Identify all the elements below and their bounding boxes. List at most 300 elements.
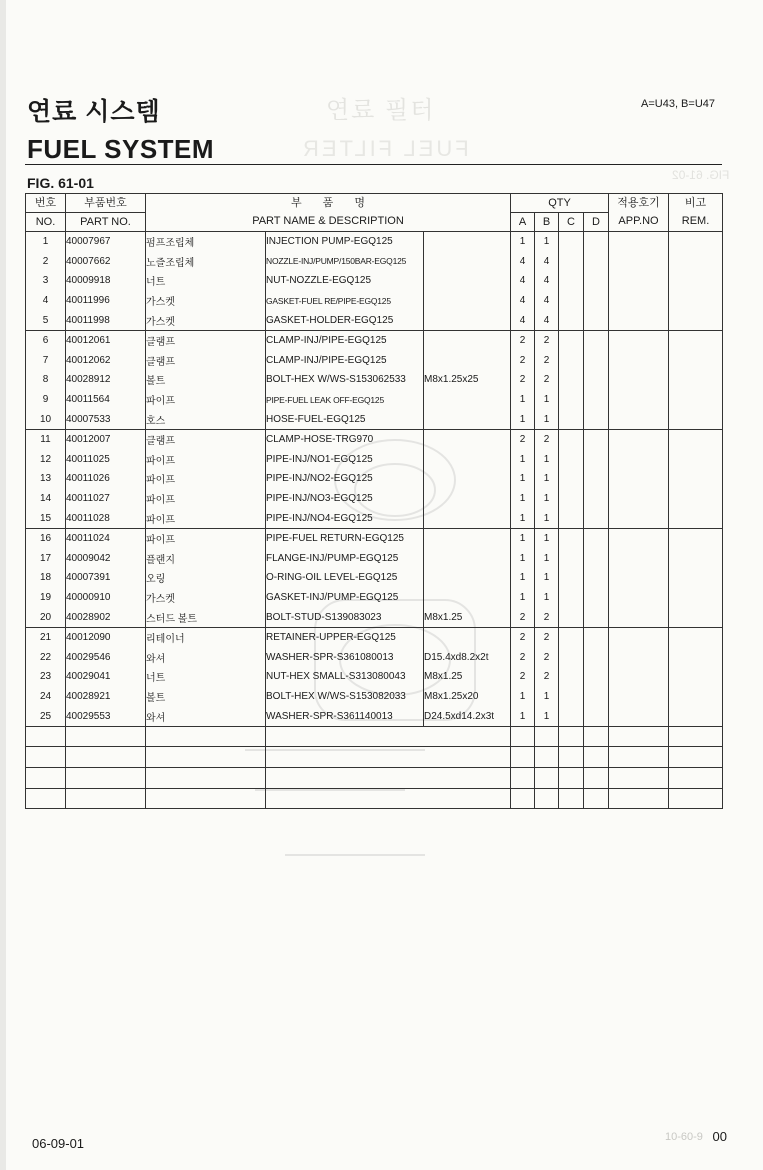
qty-a: 4 — [511, 310, 535, 330]
table-row — [26, 508, 723, 528]
row-number: 2 — [26, 252, 66, 272]
qty-c — [559, 687, 584, 707]
qty-b: 2 — [535, 370, 559, 390]
part-name-ko: 오링 — [146, 568, 266, 588]
qty-a: 2 — [511, 330, 535, 350]
empty-cell — [559, 726, 584, 747]
qty-d — [584, 508, 609, 528]
qty-d — [584, 647, 609, 667]
part-name-ko: 플랜지 — [146, 549, 266, 569]
header-part-no-ko: 부품번호 — [66, 194, 146, 213]
app-no — [609, 390, 669, 410]
qty-c — [559, 627, 584, 647]
app-no — [609, 450, 669, 470]
part-spec — [424, 330, 511, 350]
qty-a: 1 — [511, 706, 535, 726]
part-name: GASKET-HOLDER-EGQ125 — [266, 310, 424, 330]
qty-d — [584, 489, 609, 509]
part-number: 40011996 — [66, 291, 146, 311]
empty-cell — [559, 788, 584, 809]
empty-cell — [584, 788, 609, 809]
qty-a: 4 — [511, 271, 535, 291]
part-name-ko: 파이프 — [146, 508, 266, 528]
part-spec — [424, 469, 511, 489]
qty-a: 1 — [511, 568, 535, 588]
part-name-ko: 가스켓 — [146, 310, 266, 330]
qty-a: 2 — [511, 627, 535, 647]
remarks — [669, 627, 723, 647]
empty-cell — [559, 747, 584, 768]
empty-cell — [609, 747, 669, 768]
row-number: 21 — [26, 627, 66, 647]
part-spec: D15.4xd8.2x2t — [424, 647, 511, 667]
qty-c — [559, 469, 584, 489]
table-row — [26, 607, 723, 627]
part-name-ko: 와셔 — [146, 706, 266, 726]
app-no — [609, 232, 669, 252]
qty-b: 1 — [535, 588, 559, 608]
qty-b: 1 — [535, 232, 559, 252]
remarks — [669, 310, 723, 330]
part-name-ko: 클램프 — [146, 429, 266, 449]
qty-d — [584, 351, 609, 371]
empty-cell — [669, 726, 723, 747]
page-title-korean: 연료 시스템 — [27, 98, 161, 126]
table-row — [26, 687, 723, 707]
qty-b: 2 — [535, 667, 559, 687]
header-name-ko: 부 품 명 — [146, 194, 511, 213]
qty-a: 1 — [511, 450, 535, 470]
header-no: NO. — [26, 213, 66, 232]
qty-a: 2 — [511, 429, 535, 449]
qty-a: 1 — [511, 232, 535, 252]
row-number: 15 — [26, 508, 66, 528]
qty-a: 1 — [511, 588, 535, 608]
part-name: PIPE-INJ/NO2-EGQ125 — [266, 469, 424, 489]
qty-c — [559, 291, 584, 311]
qty-b: 2 — [535, 351, 559, 371]
row-number: 16 — [26, 528, 66, 548]
remarks — [669, 351, 723, 371]
qty-d — [584, 409, 609, 429]
table-row — [26, 370, 723, 390]
row-number: 25 — [26, 706, 66, 726]
qty-a: 1 — [511, 489, 535, 509]
qty-d — [584, 568, 609, 588]
empty-cell — [66, 768, 146, 789]
remarks — [669, 508, 723, 528]
row-number: 24 — [26, 687, 66, 707]
qty-a: 1 — [511, 549, 535, 569]
qty-c — [559, 667, 584, 687]
row-number: 10 — [26, 409, 66, 429]
app-no — [609, 607, 669, 627]
figure-label: FIG. 61-01 — [27, 175, 94, 191]
app-no — [609, 588, 669, 608]
empty-cell — [146, 788, 266, 809]
qty-c — [559, 489, 584, 509]
empty-cell — [66, 788, 146, 809]
empty-cell — [535, 747, 559, 768]
part-name-ko: 파이프 — [146, 489, 266, 509]
qty-d — [584, 549, 609, 569]
part-name: NUT-NOZZLE-EGQ125 — [266, 271, 424, 291]
empty-cell — [424, 747, 511, 768]
row-number: 7 — [26, 351, 66, 371]
row-number: 13 — [26, 469, 66, 489]
empty-cell — [26, 726, 66, 747]
remarks — [669, 667, 723, 687]
empty-cell — [669, 768, 723, 789]
row-number: 19 — [26, 588, 66, 608]
table-row — [26, 310, 723, 330]
qty-c — [559, 508, 584, 528]
qty-d — [584, 469, 609, 489]
part-name-ko: 파이프 — [146, 469, 266, 489]
qty-b: 2 — [535, 647, 559, 667]
table-row — [26, 330, 723, 350]
empty-cell — [424, 788, 511, 809]
qty-c — [559, 429, 584, 449]
qty-a: 1 — [511, 390, 535, 410]
part-name-ko: 스터드 볼트 — [146, 607, 266, 627]
qty-d — [584, 310, 609, 330]
part-name: BOLT-STUD-S139083023 — [266, 607, 424, 627]
qty-b: 1 — [535, 469, 559, 489]
qty-c — [559, 409, 584, 429]
remarks — [669, 469, 723, 489]
qty-d — [584, 607, 609, 627]
table-row — [26, 528, 723, 548]
app-no — [609, 489, 669, 509]
part-number: 40009918 — [66, 271, 146, 291]
qty-c — [559, 370, 584, 390]
header-qty-c: C — [559, 213, 584, 232]
part-spec — [424, 508, 511, 528]
qty-a: 4 — [511, 252, 535, 272]
qty-c — [559, 588, 584, 608]
part-name: CLAMP-INJ/PIPE-EGQ125 — [266, 330, 424, 350]
qty-c — [559, 450, 584, 470]
empty-cell — [584, 726, 609, 747]
table-row — [26, 568, 723, 588]
qty-c — [559, 271, 584, 291]
parts-table — [25, 193, 723, 809]
remarks — [669, 450, 723, 470]
empty-cell — [266, 747, 424, 768]
part-number: 40000910 — [66, 588, 146, 608]
part-name: CLAMP-HOSE-TRG970 — [266, 429, 424, 449]
part-number: 40011028 — [66, 508, 146, 528]
remarks — [669, 489, 723, 509]
remarks — [669, 607, 723, 627]
part-spec — [424, 528, 511, 548]
qty-b: 2 — [535, 330, 559, 350]
part-number: 40011998 — [66, 310, 146, 330]
qty-d — [584, 252, 609, 272]
part-name-ko: 파이프 — [146, 450, 266, 470]
qty-b: 1 — [535, 508, 559, 528]
part-name: INJECTION PUMP-EGQ125 — [266, 232, 424, 252]
remarks — [669, 528, 723, 548]
app-no — [609, 271, 669, 291]
part-number: 40028921 — [66, 687, 146, 707]
part-name: PIPE-INJ/NO1-EGQ125 — [266, 450, 424, 470]
part-name-ko: 노즐조립체 — [146, 252, 266, 272]
empty-cell — [584, 747, 609, 768]
app-no — [609, 252, 669, 272]
empty-cell — [266, 788, 424, 809]
row-number: 1 — [26, 232, 66, 252]
row-number: 3 — [26, 271, 66, 291]
part-number: 40007662 — [66, 252, 146, 272]
part-number: 40007967 — [66, 232, 146, 252]
remarks — [669, 568, 723, 588]
table-row — [26, 390, 723, 410]
bleed-through-page-code: 10-60-9 — [665, 1131, 703, 1143]
remarks — [669, 706, 723, 726]
table-row — [26, 549, 723, 569]
part-name: RETAINER-UPPER-EGQ125 — [266, 627, 424, 647]
part-spec: M8x1.25 — [424, 667, 511, 687]
qty-d — [584, 390, 609, 410]
part-name-ko: 파이프 — [146, 528, 266, 548]
qty-a: 1 — [511, 528, 535, 548]
app-no — [609, 330, 669, 350]
row-number: 8 — [26, 370, 66, 390]
qty-d — [584, 588, 609, 608]
qty-d — [584, 627, 609, 647]
empty-cell — [266, 768, 424, 789]
header-part-name: PART NAME & DESCRIPTION — [146, 213, 511, 232]
table-row — [26, 706, 723, 726]
qty-d — [584, 450, 609, 470]
part-number: 40007391 — [66, 568, 146, 588]
qty-b: 1 — [535, 549, 559, 569]
part-name: WASHER-SPR-S361140013 — [266, 706, 424, 726]
qty-d — [584, 687, 609, 707]
part-name-ko: 볼트 — [146, 370, 266, 390]
part-number: 40029553 — [66, 706, 146, 726]
qty-c — [559, 706, 584, 726]
parts-table-body — [26, 232, 723, 809]
qty-d — [584, 528, 609, 548]
part-name-ko: 호스 — [146, 409, 266, 429]
table-row — [26, 667, 723, 687]
qty-a: 2 — [511, 667, 535, 687]
part-number: 40012090 — [66, 627, 146, 647]
qty-b: 1 — [535, 706, 559, 726]
part-spec — [424, 627, 511, 647]
part-spec — [424, 549, 511, 569]
qty-a: 1 — [511, 469, 535, 489]
empty-cell — [535, 768, 559, 789]
part-spec — [424, 351, 511, 371]
part-name-ko: 가스켓 — [146, 588, 266, 608]
empty-cell — [424, 726, 511, 747]
remarks — [669, 390, 723, 410]
part-number: 40011027 — [66, 489, 146, 509]
header-qty: QTY — [511, 194, 609, 213]
part-number: 40011026 — [66, 469, 146, 489]
part-spec — [424, 588, 511, 608]
part-name: NUT-HEX SMALL-S313080043 — [266, 667, 424, 687]
table-row — [26, 627, 723, 647]
table-row — [26, 647, 723, 667]
empty-cell — [424, 768, 511, 789]
app-no — [609, 627, 669, 647]
row-number: 20 — [26, 607, 66, 627]
row-number: 18 — [26, 568, 66, 588]
page-suffix: 00 — [712, 1129, 727, 1144]
header-qty-b: B — [535, 213, 559, 232]
part-name: PIPE-INJ/NO4-EGQ125 — [266, 508, 424, 528]
part-number: 40009042 — [66, 549, 146, 569]
part-name-ko: 볼트 — [146, 687, 266, 707]
table-row — [26, 232, 723, 252]
qty-d — [584, 291, 609, 311]
bleed-through-fig-label: FIG. 61-02 — [672, 168, 730, 182]
header-no-ko: 번호 — [26, 194, 66, 213]
row-number: 22 — [26, 647, 66, 667]
header-qty-d: D — [584, 213, 609, 232]
table-row — [26, 351, 723, 371]
part-name: CLAMP-INJ/PIPE-EGQ125 — [266, 351, 424, 371]
qty-c — [559, 310, 584, 330]
part-name-ko: 와셔 — [146, 647, 266, 667]
empty-cell — [535, 726, 559, 747]
part-number: 40029041 — [66, 667, 146, 687]
remarks — [669, 271, 723, 291]
remarks — [669, 588, 723, 608]
empty-cell — [511, 726, 535, 747]
part-number: 40012062 — [66, 351, 146, 371]
empty-cell — [66, 747, 146, 768]
qty-d — [584, 330, 609, 350]
part-name: PIPE-FUEL LEAK OFF-EGQ125 — [266, 390, 424, 410]
empty-cell — [535, 788, 559, 809]
empty-cell — [26, 747, 66, 768]
qty-d — [584, 232, 609, 252]
table-row — [26, 252, 723, 272]
qty-a: 2 — [511, 607, 535, 627]
empty-cell — [609, 768, 669, 789]
table-row — [26, 450, 723, 470]
remarks — [669, 549, 723, 569]
part-spec — [424, 450, 511, 470]
empty-cell — [146, 768, 266, 789]
qty-a: 1 — [511, 508, 535, 528]
remarks — [669, 252, 723, 272]
remarks — [669, 687, 723, 707]
row-number: 12 — [26, 450, 66, 470]
part-number: 40012007 — [66, 429, 146, 449]
part-name-ko: 너트 — [146, 667, 266, 687]
empty-cell — [511, 788, 535, 809]
qty-d — [584, 370, 609, 390]
remarks — [669, 330, 723, 350]
remarks — [669, 409, 723, 429]
app-no — [609, 370, 669, 390]
empty-cell — [266, 726, 424, 747]
qty-b: 1 — [535, 450, 559, 470]
part-number: 40029546 — [66, 647, 146, 667]
part-number: 40011024 — [66, 528, 146, 548]
qty-b: 1 — [535, 568, 559, 588]
table-row — [26, 429, 723, 449]
qty-b: 1 — [535, 390, 559, 410]
empty-cell — [609, 726, 669, 747]
qty-b: 4 — [535, 291, 559, 311]
title-divider — [25, 164, 722, 165]
part-name-ko: 너트 — [146, 271, 266, 291]
app-no — [609, 508, 669, 528]
qty-c — [559, 252, 584, 272]
qty-d — [584, 706, 609, 726]
app-no — [609, 291, 669, 311]
page-edge — [0, 0, 6, 1170]
part-name: FLANGE-INJ/PUMP-EGQ125 — [266, 549, 424, 569]
empty-cell — [26, 768, 66, 789]
bleed-through-title-ko: 연료 필터 — [326, 97, 436, 124]
part-number: 40028912 — [66, 370, 146, 390]
empty-cell — [26, 788, 66, 809]
part-name: GASKET-INJ/PUMP-EGQ125 — [266, 588, 424, 608]
part-name: WASHER-SPR-S361080013 — [266, 647, 424, 667]
part-name-ko: 펌프조립체 — [146, 232, 266, 252]
qty-a: 1 — [511, 409, 535, 429]
qty-b: 4 — [535, 252, 559, 272]
qty-c — [559, 568, 584, 588]
part-spec — [424, 390, 511, 410]
part-name-ko: 클램프 — [146, 351, 266, 371]
part-spec: M8x1.25 — [424, 607, 511, 627]
table-row — [26, 271, 723, 291]
app-no — [609, 687, 669, 707]
qty-a: 2 — [511, 370, 535, 390]
row-number: 11 — [26, 429, 66, 449]
empty-row-band — [26, 726, 723, 747]
empty-cell — [66, 726, 146, 747]
part-spec: M8x1.25x20 — [424, 687, 511, 707]
qty-a: 2 — [511, 351, 535, 371]
part-name-ko: 클램프 — [146, 330, 266, 350]
qty-c — [559, 647, 584, 667]
empty-row-band — [26, 768, 723, 789]
empty-cell — [609, 788, 669, 809]
part-name: GASKET-FUEL RE/PIPE-EGQ125 — [266, 291, 424, 311]
qty-d — [584, 271, 609, 291]
qty-b: 1 — [535, 528, 559, 548]
header-app-ko: 적용호기 — [609, 194, 669, 213]
qty-b: 1 — [535, 409, 559, 429]
part-name: PIPE-INJ/NO3-EGQ125 — [266, 489, 424, 509]
qty-c — [559, 390, 584, 410]
part-spec: D24.5xd14.2x3t — [424, 706, 511, 726]
app-no — [609, 706, 669, 726]
empty-row-band — [26, 788, 723, 809]
qty-c — [559, 549, 584, 569]
empty-cell — [669, 747, 723, 768]
app-no — [609, 528, 669, 548]
qty-d — [584, 667, 609, 687]
qty-b: 1 — [535, 687, 559, 707]
row-number: 6 — [26, 330, 66, 350]
qty-b: 1 — [535, 489, 559, 509]
bleed-through-title-en: FUEL FILTER — [300, 136, 469, 161]
part-name-ko: 파이프 — [146, 390, 266, 410]
header-part-no: PART NO. — [66, 213, 146, 232]
